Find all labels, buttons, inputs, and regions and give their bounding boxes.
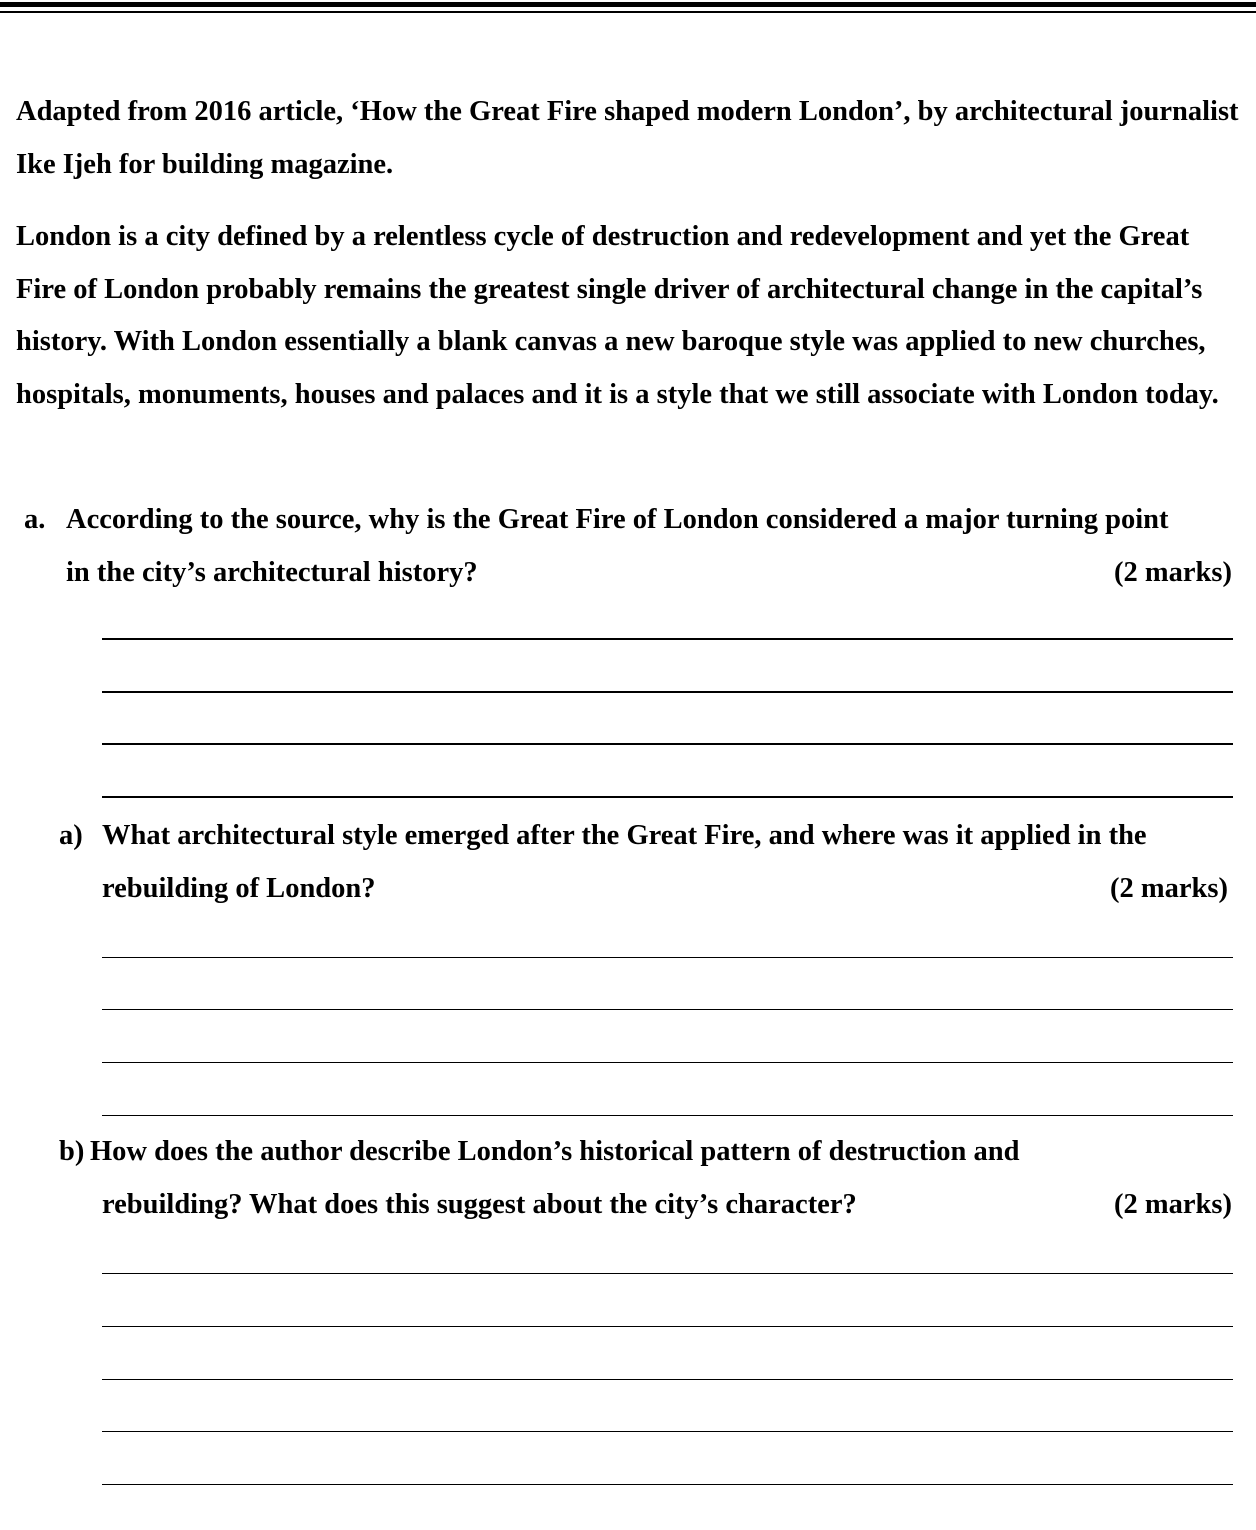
answer-line-q1-1[interactable] — [102, 638, 1233, 640]
question-2-text: What architectural style emerged after the Great Fire, and where was it applied in the rebuilding of London? — [102, 820, 1147, 904]
question-3-label: b) — [59, 1136, 85, 1167]
question-1-text: According to the source, why is the Great Fire of London considered a major turning point in the city’s architectural history? — [66, 504, 1169, 588]
top-double-rule — [0, 0, 1256, 16]
answer-line-q3-4[interactable] — [102, 1431, 1233, 1432]
answer-line-q3-1[interactable] — [102, 1273, 1233, 1274]
question-2-marks: (2 marks) — [1110, 873, 1228, 905]
answer-line-q3-5[interactable] — [102, 1484, 1233, 1485]
answer-line-q3-3[interactable] — [102, 1379, 1233, 1380]
source-attribution: Adapted from 2016 article, ‘How the Great Fire shaped modern London’, by architectural journalist Ike Ijeh for building magazine. — [16, 96, 1239, 180]
answer-line-q2-2[interactable] — [102, 1009, 1233, 1010]
question-3-text: How does the author describe London’s historical pattern of destruction and rebuilding? What does this suggest about the city’s character? — [90, 1136, 1020, 1220]
answer-line-q1-2[interactable] — [102, 691, 1233, 693]
answer-line-q3-2[interactable] — [102, 1326, 1233, 1327]
answer-line-q2-3[interactable] — [102, 1062, 1233, 1063]
question-2-body — [102, 810, 1228, 916]
question-2-label: a) — [59, 820, 83, 851]
answer-line-q1-4[interactable] — [102, 796, 1233, 798]
top-rule-thin — [0, 11, 1256, 13]
answer-line-q2-1[interactable] — [102, 957, 1233, 958]
question-1-label: a. — [24, 504, 46, 535]
source-passage: London is a city defined by a relentless cycle of destruction and redevelopment and yet the Great Fire of London probably remains the greatest single driver of architectural change in the capital’s history. With London essentially a blank canvas a new baroque style was applied to new churches, hospitals, monuments, houses and palaces and it is a style that we still associate with London today. — [16, 221, 1219, 411]
question-3-body — [90, 1126, 1232, 1232]
answer-line-q1-3[interactable] — [102, 743, 1233, 745]
question-3-marks: (2 marks) — [1114, 1189, 1232, 1221]
answer-line-q2-4[interactable] — [102, 1115, 1233, 1116]
top-rule-thick — [0, 2, 1256, 7]
question-1-body — [66, 494, 1232, 600]
question-1-marks: (2 marks) — [1114, 557, 1232, 589]
